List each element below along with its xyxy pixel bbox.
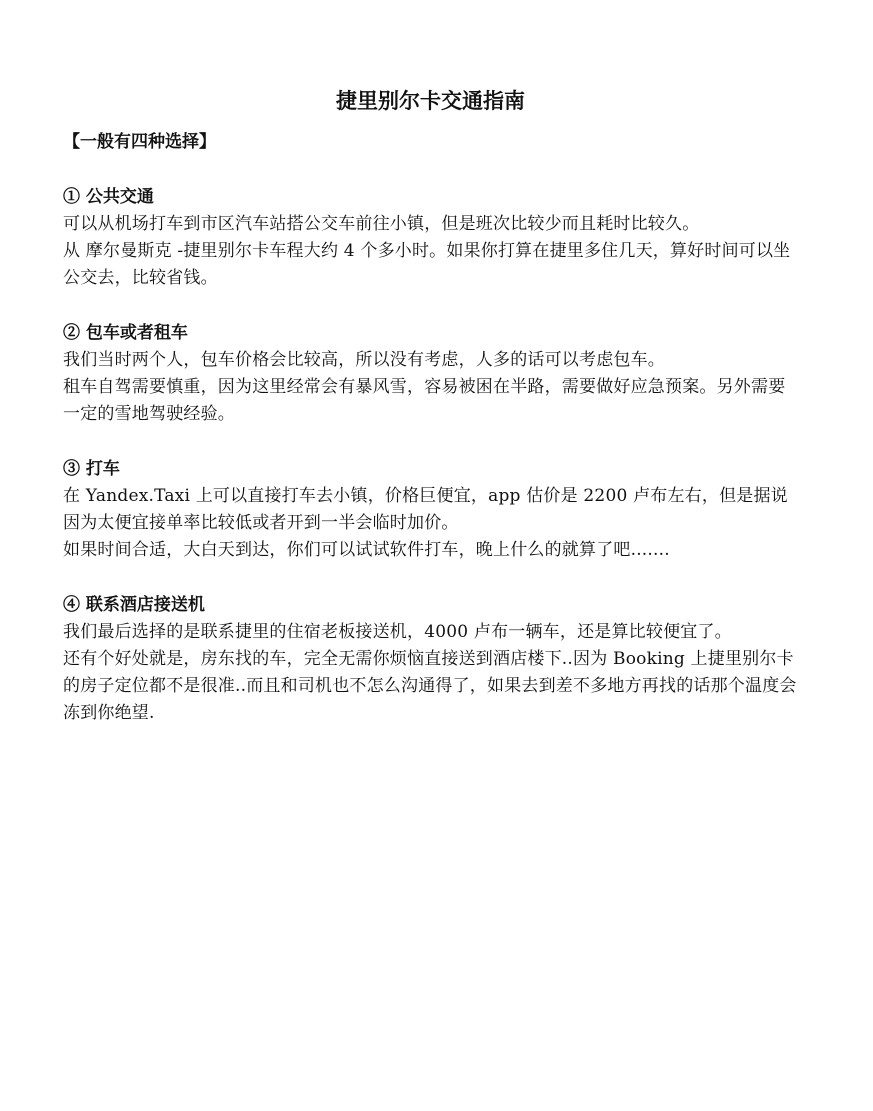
- paragraph: 从 摩尔曼斯克 -捷里别尔卡车程大约 4 个多小时。如果你打算在捷里多住几天，算好时间可以坐公交去，比较省钱。: [63, 241, 791, 288]
- section-hotel-transfer: [63, 591, 798, 727]
- section-heading: ② 包车或者租车: [63, 323, 188, 343]
- paragraph: 可以从机场打车到市区汽车站搭公交车前往小镇，但是班次比较少而且耗时比较久。: [63, 214, 700, 234]
- paragraph: 我们当时两个人，包车价格会比较高，所以没有考虑，人多的话可以考虑包车。: [63, 350, 665, 370]
- document-page: [63, 84, 798, 727]
- section-taxi: [63, 455, 798, 564]
- section-public-transport: [63, 183, 798, 292]
- paragraph: 还有个好处就是，房东找的车，完全无需你烦恼直接送到酒店楼下..因为 Booking 上捷里别尔卡的房子定位都不是很准..而且和司机也不怎么沟通得了，如果去到差不多地方再找的话那个温度会冻到你绝望.: [63, 649, 797, 723]
- section-heading: ④ 联系酒店接送机: [63, 595, 205, 615]
- document-title: 捷里别尔卡交通指南: [336, 88, 525, 113]
- paragraph: 租车自驾需要慎重，因为这里经常会有暴风雪，容易被困在半路，需要做好应急预案。另外需要一定的雪地驾驶经验。: [63, 377, 786, 424]
- paragraph: 如果时间合适，大白天到达，你们可以试试软件打车，晚上什么的就算了吧.......: [63, 540, 670, 560]
- section-heading: ① 公共交通: [63, 187, 154, 207]
- paragraph: 在 Yandex.Taxi 上可以直接打车去小镇，价格巨便宜，app 估价是 2200 卢布左右，但是据说因为太便宜接单率比较低或者开到一半会临时加价。: [63, 486, 788, 533]
- section-charter-or-rental: [63, 319, 798, 428]
- intro-heading: 【一般有四种选择】: [63, 132, 216, 152]
- paragraph: 我们最后选择的是联系捷里的住宿老板接送机，4000 卢布一辆车，还是算比较便宜了。: [63, 622, 732, 642]
- section-heading: ③ 打车: [63, 459, 120, 479]
